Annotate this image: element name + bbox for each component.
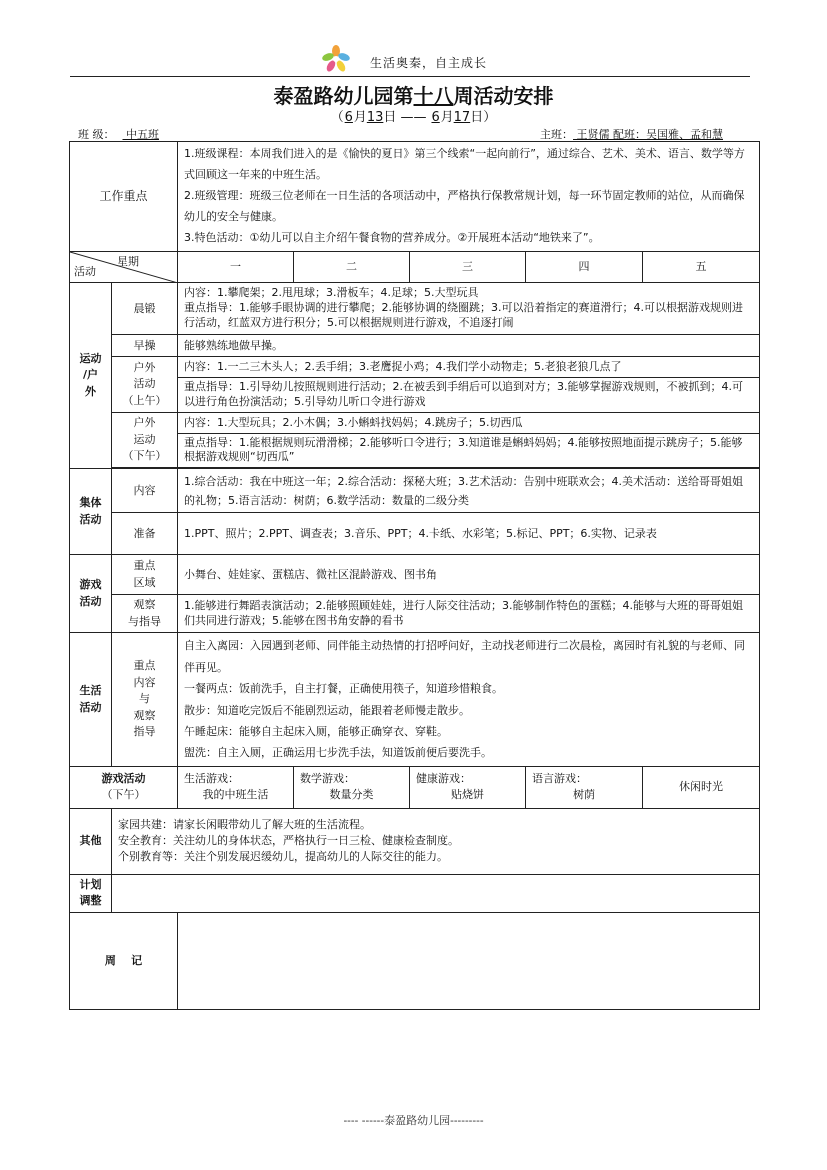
day-tue: 二: [294, 252, 410, 283]
pm-game-free: 休闲时光: [643, 766, 760, 808]
pm-game-type: 数学游戏：: [300, 771, 356, 785]
sub-label-line: 运动: [133, 432, 156, 446]
day-fri: 五: [643, 252, 760, 283]
life-sub-label: [112, 633, 178, 767]
weekly-note-label: 周 记: [70, 912, 178, 1009]
weekday-header-label: 星期: [117, 255, 140, 268]
pm-game-name: 贴烧饼: [451, 788, 485, 802]
other-row: [70, 808, 760, 874]
title-suffix: 周活动安排: [453, 84, 554, 108]
game-observe-row: [70, 595, 760, 633]
game-section-label: [70, 555, 112, 633]
plan-label-line: 计划: [79, 877, 102, 891]
weekly-note-row: [70, 912, 760, 1009]
game-label-line: 游戏: [79, 578, 102, 592]
pm-game-type: 健康游戏：: [416, 771, 472, 785]
outdoor-am-label: [112, 357, 178, 413]
group-content-row: [70, 469, 760, 513]
slogan: 生活奥秦，自主成长: [370, 56, 488, 70]
teacher-label: 主班：: [540, 128, 573, 141]
group-prep: 1.PPT、照片；2.PPT、调查表；3.音乐、PPT；4.卡纸、水彩笔；5.标记、PPT；6.实物、记录表: [178, 513, 760, 555]
date-separator: 日 ——: [383, 110, 431, 125]
group-content-label: 内容: [112, 469, 178, 513]
title-week: 十八: [413, 84, 454, 108]
life-item: 午睡起床：能够自主起床入厕，能够正确穿衣、穿鞋。: [184, 725, 449, 738]
sub-label-line: 与: [139, 692, 150, 706]
sub-label-line: 观察: [133, 598, 156, 612]
sports-label-line: 运动: [79, 351, 102, 365]
guidance-text: 重点指导：1.能够手眼协调的进行攀爬；2.能够协调的绕圈跳；3.可以沿着指定的赛道滑行；4.可以根据游戏规则进行活动，红蓝双方进行积分；5.可以根据规则进行游戏，不追逐打闹: [184, 301, 743, 329]
pm-game-cell: [294, 766, 410, 808]
pm-games-title: 游戏活动: [101, 771, 146, 785]
day-mon: 一: [178, 252, 294, 283]
class-label: 班 级：: [78, 128, 115, 141]
focus-item: 3.特色活动：①幼儿可以自主介绍午餐食物的营养成分。②开展班本活动“地铁来了”。: [184, 230, 600, 244]
weekly-note-content[interactable]: [178, 912, 760, 1009]
life-row: [70, 633, 760, 767]
morning-drill-label: 早操: [112, 335, 178, 357]
day-thu: 四: [526, 252, 643, 283]
life-label-line: 生活: [79, 684, 102, 698]
pm-game-name: 数量分类: [329, 788, 374, 802]
other-item: 安全教育：关注幼儿的身体状态，严格执行一日三检、健康检查制度。: [118, 834, 459, 848]
game-area-row: [70, 555, 760, 595]
week-header-corner: [70, 252, 178, 283]
pm-game-cell: [410, 766, 526, 808]
sub-label-line: （下午）: [122, 449, 167, 463]
life-label-line: 活动: [79, 700, 102, 714]
focus-content: [178, 142, 760, 252]
outdoor-pm-label: [112, 412, 178, 468]
morning-exercise-content: [178, 283, 760, 335]
plan-label-line: 调整: [79, 894, 102, 908]
teacher-info: [540, 126, 723, 142]
pm-game-type: 生活游戏：: [184, 771, 240, 785]
sub-label-line: 户外: [133, 360, 156, 374]
kindergarten-logo-icon: [320, 44, 352, 74]
game-area-label: [112, 555, 178, 595]
pm-game-name: 我的中班生活: [202, 788, 269, 802]
week-header-row: [70, 252, 760, 283]
outdoor-pm-content-row: [70, 412, 760, 433]
pm-games-label: [70, 766, 178, 808]
group-section-label: [70, 469, 112, 555]
pm-games-subtitle: （下午）: [101, 788, 146, 802]
month-label-1: 月: [353, 110, 367, 125]
sports-label-line: /户: [82, 368, 99, 382]
sub-label-line: 活动: [133, 377, 156, 391]
focus-label: 工作重点: [70, 142, 178, 252]
plan-adjust-label: [70, 874, 112, 912]
life-content: [178, 633, 760, 767]
other-item: 家园共建：请家长闲暇带幼儿了解大班的生活流程。: [118, 818, 371, 832]
sub-label-line: 重点: [133, 659, 156, 673]
sub-label-line: （上午）: [122, 393, 167, 407]
date-range: [0, 106, 827, 125]
morning-exercise-row: [70, 283, 760, 335]
game-area: 小舞台、娃娃家、蛋糕店、微社区混龄游戏、图书角: [178, 555, 760, 595]
life-item: 自主入离园：入园遇到老师、同伴能主动热情的打招呼问好，主动找老师进行二次晨检，离园时有礼貌的与老师、同伴再见。: [184, 639, 746, 674]
pm-game-cell: [526, 766, 643, 808]
other-content: [112, 808, 760, 874]
life-item: 一餐两点：饭前洗手，自主打餐，正确使用筷子，知道珍惜粮食。: [184, 682, 504, 696]
activity-header-label: 活动: [74, 265, 96, 279]
life-item: 盥洗：自主入厕，正确运用七步洗手法，知道饭前便后要洗手。: [184, 746, 493, 760]
title-prefix: 泰盈路幼儿园第: [273, 84, 414, 108]
outdoor-pm-guide: 重点指导：1.能根据规则玩滑滑梯；2.能够听口令进行；3.知道谁是蝌蚪妈妈；4.能够按照地面提示跳房子；5.能够根据游戏规则“切西瓜”: [178, 433, 760, 468]
game-label-line: 活动: [79, 594, 102, 608]
sub-label-line: 观察: [133, 708, 156, 722]
other-label: 其他: [70, 808, 112, 874]
focus-item: 1.班级课程：本周我们进入的是《愉快的夏日》第三个线索“一起向前行”，通过综合、艺术、美术、语言、数学等方式回顾这一年来的中班生活。: [184, 147, 745, 182]
end-day: 17: [453, 110, 471, 125]
outdoor-am-content-row: [70, 357, 760, 378]
focus-row: [70, 142, 760, 252]
sub-label-line: 与指导: [128, 614, 161, 628]
sub-label-line: 指导: [133, 725, 156, 739]
class-info: [78, 126, 159, 142]
month-label-2: 月: [440, 110, 454, 125]
schedule-table: [69, 141, 760, 1010]
page-title: [0, 80, 827, 109]
end-month: 6: [431, 110, 440, 125]
pm-game-cell: [178, 766, 294, 808]
header-rule: [70, 76, 750, 77]
start-day: 13: [366, 110, 384, 125]
life-item: 散步：知道吃完饭后不能剧烈运动，能跟着老师慢走散步。: [184, 703, 471, 717]
pm-games-row: [70, 766, 760, 808]
page-footer: ---- ------泰盈路幼儿园---------: [343, 1114, 484, 1127]
content-text: 内容：1.攀爬架；2.甩甩球；3.滑板车；4.足球；5.大型玩具: [184, 286, 479, 300]
group-prep-label: 准备: [112, 513, 178, 555]
life-section-label: [70, 633, 112, 767]
sports-label-line: 外: [85, 384, 96, 398]
date-close: 日）: [470, 110, 497, 125]
morning-drill-row: [70, 335, 760, 357]
plan-adjust-content[interactable]: [112, 874, 760, 912]
class-value: 中五班: [122, 128, 159, 141]
teacher-value: 王贤儒 配班：吴国雅、孟和慧: [573, 128, 723, 141]
focus-item: 2.班级管理：班级三位老师在一日生活的各项活动中，严格执行保教常规计划，每一环节固定教师的站位，从而确保幼儿的安全与健康。: [184, 189, 745, 223]
outdoor-am-content: 内容：1.一二三木头人；2.丢手绢；3.老鹰捉小鸡；4.我们学小动物走；5.老狼老狼几点了: [178, 357, 760, 378]
group-content: 1.综合活动：我在中班这一年；2.综合活动：探秘大班；3.艺术活动：告别中班联欢会；4.美术活动：送给哥哥姐姐的礼物；5.语言活动：树荫；6.数学活动：数量的二级分类: [178, 469, 760, 513]
group-label-line: 集体: [79, 496, 102, 510]
group-prep-row: [70, 513, 760, 555]
sub-label-line: 区域: [133, 575, 156, 589]
sub-label-line: 户外: [133, 416, 156, 430]
game-observe-label: [112, 595, 178, 633]
pm-game-name: 树荫: [573, 788, 596, 802]
sub-label-line: 内容: [133, 675, 156, 689]
outdoor-am-guide: 重点指导：1.引导幼儿按照规则进行活动；2.在被丢到手绢后可以追到对方；3.能够掌握游戏规则，不被抓到；4.可以进行角色扮演活动；5.引导幼儿听口令进行游戏: [178, 377, 760, 412]
page-header: [70, 44, 750, 76]
sports-section-label: [70, 283, 112, 469]
plan-adjust-row: [70, 874, 760, 912]
morning-exercise-label: 晨锻: [112, 283, 178, 335]
pm-game-type: 语言游戏：: [532, 771, 588, 785]
start-month: 6: [344, 110, 353, 125]
group-label-line: 活动: [79, 512, 102, 526]
game-observe: 1.能够进行舞蹈表演活动；2.能够照顾娃娃，进行人际交往活动；3.能够制作特色的蛋糕；4.能够与大班的哥哥姐姐们共同进行游戏；5.能够在图书角安静的看书: [178, 595, 760, 633]
sub-label-line: 重点: [133, 559, 156, 573]
morning-drill-content: 能够熟练地做早操。: [178, 335, 760, 357]
other-item: 个别教育等：关注个别发展迟缓幼儿，提高幼儿的人际交往的能力。: [118, 850, 448, 864]
date-open: （: [330, 110, 344, 125]
outdoor-pm-content: 内容：1.大型玩具；2.小木偶；3.小蝌蚪找妈妈；4.跳房子；5.切西瓜: [178, 412, 760, 433]
day-wed: 三: [410, 252, 526, 283]
